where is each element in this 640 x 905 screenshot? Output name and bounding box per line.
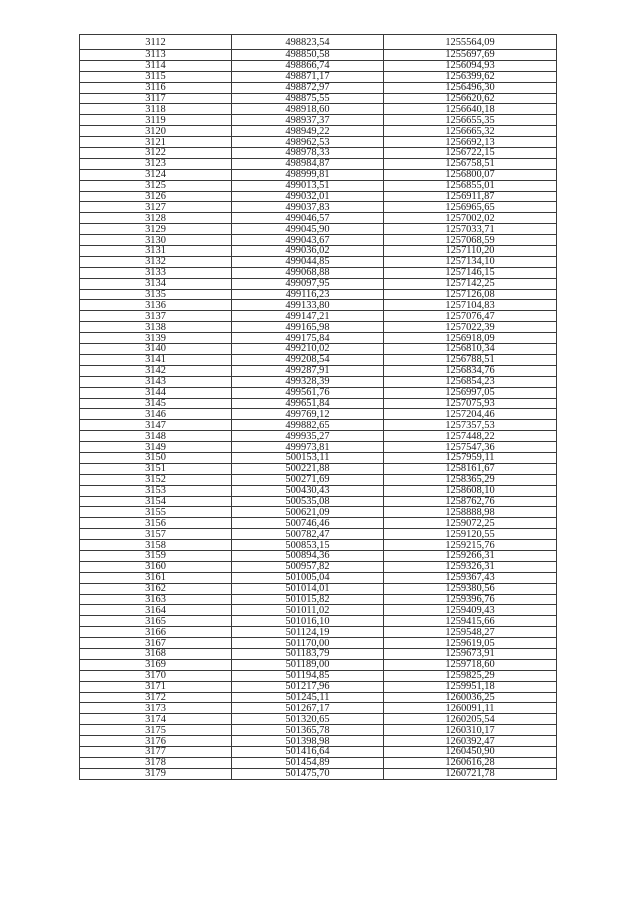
x-coordinate-cell: 498871,17 [232,71,384,82]
x-coordinate-cell: 498978,33 [232,148,384,159]
y-coordinate-cell: 1256665,32 [384,126,557,137]
x-coordinate-cell: 498872,97 [232,82,384,93]
y-coordinate-cell: 1259951,18 [384,681,557,692]
x-coordinate-cell: 499769,12 [232,409,384,420]
x-coordinate-cell: 501454,89 [232,757,384,768]
table-row [80,594,557,605]
point-number-cell: 3120 [80,126,232,137]
table-row [80,376,557,387]
y-coordinate-cell: 1258608,10 [384,485,557,496]
point-number-cell: 3123 [80,158,232,169]
table-row [80,202,557,213]
x-coordinate-cell: 499043,67 [232,235,384,246]
table-row [80,561,557,572]
table-row [80,387,557,398]
x-coordinate-cell: 501016,10 [232,616,384,627]
point-number-cell: 3129 [80,224,232,235]
y-coordinate-cell: 1256855,01 [384,180,557,191]
x-coordinate-cell: 499032,01 [232,191,384,202]
table-row [80,648,557,659]
table-row [80,714,557,725]
y-coordinate-cell: 1257142,25 [384,278,557,289]
y-coordinate-cell: 1259326,31 [384,561,557,572]
x-coordinate-cell: 500894,36 [232,550,384,561]
y-coordinate-cell: 1258762,76 [384,496,557,507]
y-coordinate-cell: 1257448,22 [384,431,557,442]
x-coordinate-cell: 499147,21 [232,311,384,322]
y-coordinate-cell: 1256800,07 [384,169,557,180]
y-coordinate-cell: 1255564,09 [384,35,557,50]
table-row [80,322,557,333]
table-row [80,50,557,61]
point-number-cell: 3130 [80,235,232,246]
table-row [80,409,557,420]
table-row [80,71,557,82]
table-row [80,442,557,453]
point-number-cell: 3157 [80,529,232,540]
y-coordinate-cell: 1258888,98 [384,507,557,518]
table-row [80,246,557,257]
table-row [80,692,557,703]
table-row [80,235,557,246]
point-number-cell: 3162 [80,583,232,594]
x-coordinate-cell: 501416,64 [232,747,384,758]
point-number-cell: 3166 [80,627,232,638]
table-row [80,191,557,202]
point-number-cell: 3170 [80,670,232,681]
y-coordinate-cell: 1260392,47 [384,736,557,747]
x-coordinate-cell: 499097,95 [232,278,384,289]
point-number-cell: 3117 [80,93,232,104]
y-coordinate-cell: 1259673,91 [384,648,557,659]
y-coordinate-cell: 1257033,71 [384,224,557,235]
table-row [80,485,557,496]
x-coordinate-cell: 499935,27 [232,431,384,442]
point-number-cell: 3161 [80,572,232,583]
point-number-cell: 3153 [80,485,232,496]
point-number-cell: 3159 [80,550,232,561]
table-row [80,725,557,736]
y-coordinate-cell: 1256722,15 [384,148,557,159]
point-number-cell: 3177 [80,747,232,758]
table-row [80,627,557,638]
point-number-cell: 3152 [80,474,232,485]
y-coordinate-cell: 1255697,69 [384,50,557,61]
point-number-cell: 3149 [80,442,232,453]
table-row [80,267,557,278]
y-coordinate-cell: 1260091,11 [384,703,557,714]
point-number-cell: 3135 [80,289,232,300]
point-number-cell: 3160 [80,561,232,572]
point-number-cell: 3118 [80,104,232,115]
x-coordinate-cell: 500535,08 [232,496,384,507]
y-coordinate-cell: 1258161,67 [384,463,557,474]
y-coordinate-cell: 1257126,08 [384,289,557,300]
x-coordinate-cell: 498875,55 [232,93,384,104]
y-coordinate-cell: 1256692,13 [384,137,557,148]
y-coordinate-cell: 1260450,90 [384,747,557,758]
y-coordinate-cell: 1260205,54 [384,714,557,725]
table-row [80,256,557,267]
x-coordinate-cell: 501183,79 [232,648,384,659]
point-number-cell: 3131 [80,246,232,257]
point-number-cell: 3163 [80,594,232,605]
x-coordinate-cell: 498949,22 [232,126,384,137]
point-number-cell: 3144 [80,387,232,398]
table-row [80,507,557,518]
table-row [80,82,557,93]
table-row [80,605,557,616]
y-coordinate-cell: 1260721,78 [384,768,557,779]
x-coordinate-cell: 499651,84 [232,398,384,409]
y-coordinate-cell: 1260310,17 [384,725,557,736]
y-coordinate-cell: 1256834,76 [384,365,557,376]
table-row [80,93,557,104]
table-row [80,148,557,159]
table-row [80,158,557,169]
x-coordinate-cell: 500221,88 [232,463,384,474]
y-coordinate-cell: 1256788,51 [384,354,557,365]
x-coordinate-cell: 499046,57 [232,213,384,224]
x-coordinate-cell: 501124,19 [232,627,384,638]
x-coordinate-cell: 498866,74 [232,60,384,71]
y-coordinate-cell: 1257357,53 [384,420,557,431]
x-coordinate-cell: 499133,80 [232,300,384,311]
point-number-cell: 3121 [80,137,232,148]
point-number-cell: 3124 [80,169,232,180]
point-number-cell: 3171 [80,681,232,692]
y-coordinate-cell: 1257076,47 [384,311,557,322]
x-coordinate-cell: 499044,85 [232,256,384,267]
point-number-cell: 3143 [80,376,232,387]
coordinates-table [79,34,557,780]
table-row [80,670,557,681]
table-row [80,550,557,561]
table-row [80,278,557,289]
table-row [80,180,557,191]
y-coordinate-cell: 1259396,76 [384,594,557,605]
point-number-cell: 3167 [80,638,232,649]
y-coordinate-cell: 1256810,34 [384,344,557,355]
y-coordinate-cell: 1256918,09 [384,333,557,344]
y-coordinate-cell: 1257547,36 [384,442,557,453]
y-coordinate-cell: 1256496,30 [384,82,557,93]
x-coordinate-cell: 501398,98 [232,736,384,747]
x-coordinate-cell: 499210,02 [232,344,384,355]
x-coordinate-cell: 499328,39 [232,376,384,387]
table-row [80,703,557,714]
y-coordinate-cell: 1256997,05 [384,387,557,398]
x-coordinate-cell: 501005,04 [232,572,384,583]
point-number-cell: 3113 [80,50,232,61]
x-coordinate-cell: 501189,00 [232,659,384,670]
table-row [80,398,557,409]
point-number-cell: 3176 [80,736,232,747]
x-coordinate-cell: 500853,15 [232,540,384,551]
x-coordinate-cell: 498984,87 [232,158,384,169]
point-number-cell: 3127 [80,202,232,213]
y-coordinate-cell: 1256854,23 [384,376,557,387]
point-number-cell: 3164 [80,605,232,616]
y-coordinate-cell: 1257134,10 [384,256,557,267]
x-coordinate-cell: 500153,11 [232,452,384,463]
x-coordinate-cell: 501170,00 [232,638,384,649]
table-row [80,169,557,180]
x-coordinate-cell: 499287,91 [232,365,384,376]
table-row [80,452,557,463]
table-row [80,213,557,224]
table-row [80,431,557,442]
x-coordinate-cell: 500621,09 [232,507,384,518]
point-number-cell: 3172 [80,692,232,703]
y-coordinate-cell: 1260036,25 [384,692,557,703]
x-coordinate-cell: 501475,70 [232,768,384,779]
point-number-cell: 3146 [80,409,232,420]
x-coordinate-cell: 501365,78 [232,725,384,736]
x-coordinate-cell: 501267,17 [232,703,384,714]
table-row [80,496,557,507]
table-row [80,583,557,594]
y-coordinate-cell: 1257204,46 [384,409,557,420]
y-coordinate-cell: 1259619,05 [384,638,557,649]
table-row [80,126,557,137]
table-row [80,540,557,551]
x-coordinate-cell: 501194,85 [232,670,384,681]
y-coordinate-cell: 1257146,15 [384,267,557,278]
y-coordinate-cell: 1256094,93 [384,60,557,71]
point-number-cell: 3122 [80,148,232,159]
x-coordinate-cell: 498937,37 [232,115,384,126]
x-coordinate-cell: 499973,81 [232,442,384,453]
table-row [80,638,557,649]
x-coordinate-cell: 500782,47 [232,529,384,540]
x-coordinate-cell: 501014,01 [232,583,384,594]
table-row [80,529,557,540]
x-coordinate-cell: 500430,43 [232,485,384,496]
y-coordinate-cell: 1259415,66 [384,616,557,627]
table-row [80,224,557,235]
point-number-cell: 3114 [80,60,232,71]
point-number-cell: 3112 [80,35,232,50]
point-number-cell: 3173 [80,703,232,714]
point-number-cell: 3155 [80,507,232,518]
y-coordinate-cell: 1256911,87 [384,191,557,202]
table-row [80,736,557,747]
y-coordinate-cell: 1257104,83 [384,300,557,311]
table-row [80,518,557,529]
point-number-cell: 3175 [80,725,232,736]
point-number-cell: 3168 [80,648,232,659]
y-coordinate-cell: 1259215,76 [384,540,557,551]
table-row [80,115,557,126]
point-number-cell: 3154 [80,496,232,507]
x-coordinate-cell: 499561,76 [232,387,384,398]
y-coordinate-cell: 1259072,25 [384,518,557,529]
x-coordinate-cell: 499013,51 [232,180,384,191]
point-number-cell: 3125 [80,180,232,191]
point-number-cell: 3133 [80,267,232,278]
table-row [80,289,557,300]
table-row [80,311,557,322]
x-coordinate-cell: 498850,58 [232,50,384,61]
point-number-cell: 3115 [80,71,232,82]
point-number-cell: 3156 [80,518,232,529]
point-number-cell: 3174 [80,714,232,725]
x-coordinate-cell: 499116,23 [232,289,384,300]
point-number-cell: 3142 [80,365,232,376]
point-number-cell: 3158 [80,540,232,551]
point-number-cell: 3126 [80,191,232,202]
y-coordinate-cell: 1257002,02 [384,213,557,224]
x-coordinate-cell: 498999,81 [232,169,384,180]
point-number-cell: 3145 [80,398,232,409]
table-row [80,35,557,50]
point-number-cell: 3137 [80,311,232,322]
table-row [80,659,557,670]
table-row [80,463,557,474]
x-coordinate-cell: 499037,83 [232,202,384,213]
table-row [80,747,557,758]
point-number-cell: 3116 [80,82,232,93]
y-coordinate-cell: 1256655,35 [384,115,557,126]
y-coordinate-cell: 1257068,59 [384,235,557,246]
y-coordinate-cell: 1259380,56 [384,583,557,594]
y-coordinate-cell: 1259266,31 [384,550,557,561]
x-coordinate-cell: 501217,96 [232,681,384,692]
point-number-cell: 3148 [80,431,232,442]
point-number-cell: 3138 [80,322,232,333]
x-coordinate-cell: 499165,98 [232,322,384,333]
point-number-cell: 3128 [80,213,232,224]
x-coordinate-cell: 499175,84 [232,333,384,344]
x-coordinate-cell: 500957,82 [232,561,384,572]
point-number-cell: 3141 [80,354,232,365]
y-coordinate-cell: 1259825,29 [384,670,557,681]
x-coordinate-cell: 498823,54 [232,35,384,50]
point-number-cell: 3134 [80,278,232,289]
point-number-cell: 3169 [80,659,232,670]
coordinates-table-body [80,35,557,780]
table-row [80,474,557,485]
x-coordinate-cell: 498962,53 [232,137,384,148]
point-number-cell: 3132 [80,256,232,267]
table-row [80,768,557,779]
table-row [80,60,557,71]
x-coordinate-cell: 501011,02 [232,605,384,616]
table-row [80,344,557,355]
y-coordinate-cell: 1259548,27 [384,627,557,638]
y-coordinate-cell: 1259718,60 [384,659,557,670]
x-coordinate-cell: 499068,88 [232,267,384,278]
table-row [80,333,557,344]
point-number-cell: 3165 [80,616,232,627]
x-coordinate-cell: 499882,65 [232,420,384,431]
x-coordinate-cell: 501320,65 [232,714,384,725]
y-coordinate-cell: 1259120,55 [384,529,557,540]
table-row [80,572,557,583]
point-number-cell: 3136 [80,300,232,311]
x-coordinate-cell: 499045,90 [232,224,384,235]
point-number-cell: 3147 [80,420,232,431]
x-coordinate-cell: 501245,11 [232,692,384,703]
point-number-cell: 3179 [80,768,232,779]
point-number-cell: 3178 [80,757,232,768]
y-coordinate-cell: 1256620,62 [384,93,557,104]
y-coordinate-cell: 1257075,93 [384,398,557,409]
y-coordinate-cell: 1259409,43 [384,605,557,616]
table-row [80,616,557,627]
table-row [80,681,557,692]
point-number-cell: 3119 [80,115,232,126]
y-coordinate-cell: 1256965,65 [384,202,557,213]
y-coordinate-cell: 1257959,11 [384,452,557,463]
table-row [80,757,557,768]
y-coordinate-cell: 1258365,29 [384,474,557,485]
point-number-cell: 3151 [80,463,232,474]
x-coordinate-cell: 500746,46 [232,518,384,529]
table-row [80,300,557,311]
x-coordinate-cell: 499208,54 [232,354,384,365]
table-row [80,420,557,431]
y-coordinate-cell: 1256758,51 [384,158,557,169]
x-coordinate-cell: 498918,60 [232,104,384,115]
table-row [80,354,557,365]
y-coordinate-cell: 1257022,39 [384,322,557,333]
y-coordinate-cell: 1257110,20 [384,246,557,257]
point-number-cell: 3150 [80,452,232,463]
y-coordinate-cell: 1256399,62 [384,71,557,82]
y-coordinate-cell: 1256640,18 [384,104,557,115]
x-coordinate-cell: 501015,82 [232,594,384,605]
table-row [80,104,557,115]
point-number-cell: 3139 [80,333,232,344]
point-number-cell: 3140 [80,344,232,355]
y-coordinate-cell: 1260616,28 [384,757,557,768]
table-row [80,137,557,148]
table-row [80,365,557,376]
x-coordinate-cell: 499036,02 [232,246,384,257]
x-coordinate-cell: 500271,69 [232,474,384,485]
y-coordinate-cell: 1259367,43 [384,572,557,583]
